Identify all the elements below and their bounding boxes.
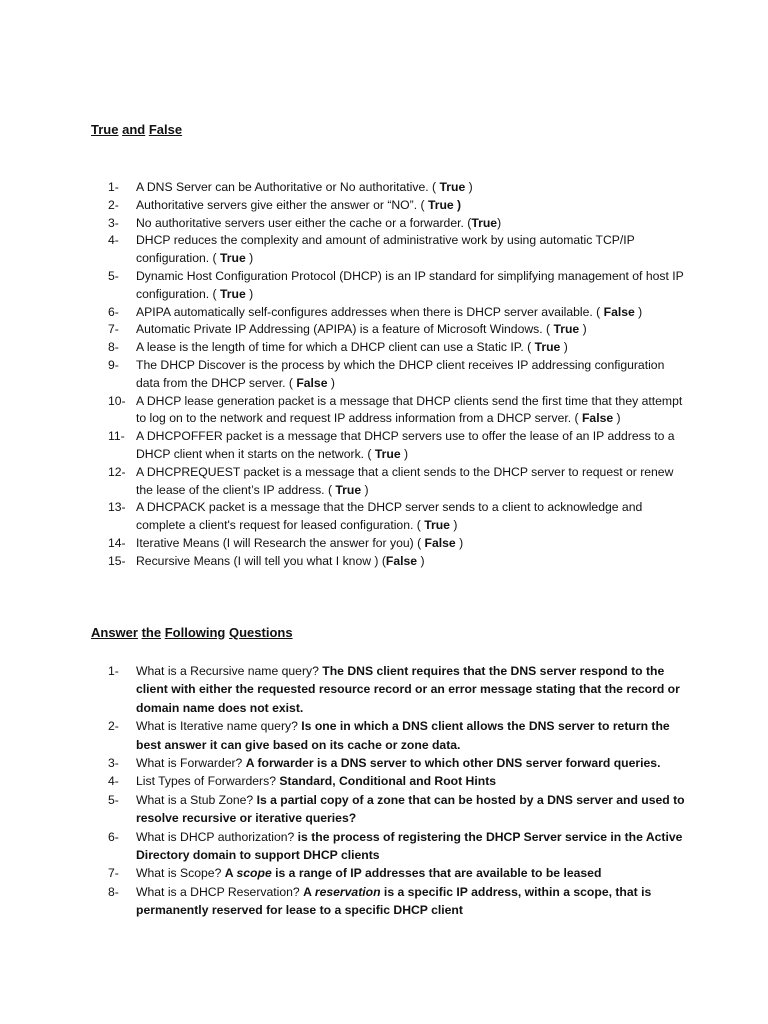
statement-text: A DHCPOFFER packet is a message that DHCP servers use to offer the lease of an IP address to a DHCP client when it starts on the network. ( [136, 429, 675, 461]
answer-text: Is a partial copy of a zone that can be hosted by a DNS server and used to resolve recursive or iterative queries? [136, 792, 685, 826]
item-number: 8- [108, 340, 119, 355]
section-heading-true-false [91, 122, 182, 138]
section-heading-answer-questions [91, 625, 293, 641]
item-number: 3- [108, 756, 119, 771]
item-number: 15- [108, 553, 126, 568]
list-item [108, 535, 688, 553]
statement-close: ) [245, 251, 254, 266]
item-number: 12- [108, 464, 126, 479]
list-item [108, 883, 688, 920]
answer-text: Standard, Conditional and Root Hints [279, 774, 497, 789]
statement-close: ) [327, 375, 335, 390]
answer-value: True [534, 340, 561, 355]
list-item [108, 754, 688, 772]
list-item [108, 304, 688, 322]
answer-value: False [385, 553, 418, 568]
answer-value: False [424, 535, 456, 550]
statement-text: APIPA automatically self-configures addresses when there is DHCP server available. ( [136, 304, 604, 319]
heading-word: Following [164, 625, 226, 640]
list-item [108, 428, 688, 464]
question-text: What is a DHCP Reservation? [136, 884, 304, 899]
statement-close: ) [613, 411, 621, 426]
item-number: 1- [108, 180, 119, 194]
question-text: List Types of Forwarders? [136, 774, 280, 789]
statement-close: ) [400, 446, 409, 461]
heading-word: the [141, 625, 162, 640]
item-number: 9- [108, 357, 119, 372]
item-number: 13- [108, 500, 126, 515]
list-item [108, 499, 688, 535]
list-item [108, 464, 688, 500]
question-text: What is a Stub Zone? [136, 792, 257, 807]
answer-value: True [220, 251, 246, 266]
heading-word: Answer [91, 625, 138, 640]
statement-close: ) [245, 286, 254, 301]
statement-close: ) [465, 180, 473, 194]
answer-value: True [553, 322, 580, 337]
list-item [108, 393, 688, 429]
statement-text: No authoritative servers user either the cache or a forwarder. ( [136, 215, 472, 230]
item-number: 5- [108, 792, 119, 807]
answer-value: False [603, 304, 635, 319]
statement-text: The DHCP Discover is the process by which the DHCP client receives IP addressing configuration data from the DHCP server. ( [136, 357, 665, 390]
answer-text: A [224, 866, 237, 881]
statement-text: Authoritative servers give either the answer or “NO”. ( [136, 197, 428, 212]
statement-text: A lease is the length of time for which a DHCP client can use a Static IP. ( [136, 340, 535, 355]
heading-word: False [148, 122, 183, 137]
answer-text: A forwarder is a DNS server to which other DNS server forward queries. [245, 756, 661, 771]
list-item [108, 268, 688, 304]
answer-value: True [220, 286, 246, 301]
statement-text: Automatic Private IP Addressing (APIPA) is a feature of Microsoft Windows. ( [136, 322, 554, 337]
statement-close: ) [417, 553, 425, 568]
question-text: What is a Recursive name query? [136, 664, 323, 678]
statement-text: Dynamic Host Configuration Protocol (DHCP) is an IP standard for simplifying management of host IP configuration. ( [136, 268, 684, 301]
answer-text-continued: is a specific IP address, within a scope, that is permanently reserved for lease to a specific DHCP client [136, 884, 652, 918]
statement-close: ) [497, 215, 502, 230]
statement-text: A DHCPACK packet is a message that the DHCP server sends to a client to acknowledge and complete a client's request for leased configuration. ( [136, 500, 643, 533]
question-text: What is DHCP authorization? [136, 829, 298, 844]
answer-text-continued: is a range of IP addresses that are available to be leased [271, 866, 602, 881]
heading-word: Questions [229, 625, 293, 640]
item-number: 14- [108, 535, 126, 550]
answer-value: False [296, 375, 328, 390]
statement-close: ) [455, 535, 464, 550]
list-item [108, 553, 688, 571]
answer-value: True [424, 518, 450, 533]
list-item [108, 321, 688, 339]
statement-close: ) [449, 518, 458, 533]
statement-text: Iterative Means (I will Research the answer for you) ( [136, 535, 425, 550]
answer-emphasis: scope [236, 866, 272, 881]
answer-value: True [439, 180, 466, 194]
statement-close: ) [634, 304, 643, 319]
list-item [108, 791, 688, 828]
list-item [108, 179, 688, 197]
true-false-list [108, 179, 688, 571]
list-item [108, 662, 688, 717]
question-text: What is Iterative name query? [136, 719, 302, 734]
item-number: 10- [108, 393, 126, 408]
answer-text: The DNS client requires that the DNS server respond to the client with either the requested resource record or an error message stating that the record or domain name does not exist. [136, 664, 680, 715]
list-item [108, 828, 688, 865]
list-item [108, 717, 688, 754]
question-text: What is Scope? [136, 866, 225, 881]
statement-text: A DHCP lease generation packet is a message that DHCP clients send the first time that they attempt to log on to the network and request IP address information from a DHCP server. ( [136, 393, 683, 426]
question-text: What is Forwarder? [136, 756, 246, 771]
item-number: 2- [108, 197, 119, 212]
heading-word: True [91, 122, 119, 137]
answer-value: True ) [427, 197, 462, 212]
answer-emphasis: reservation [314, 884, 381, 899]
statement-close: ) [579, 322, 587, 337]
list-item [108, 215, 688, 233]
list-item [108, 772, 688, 790]
item-number: 4- [108, 774, 119, 789]
list-item [108, 339, 688, 357]
answer-value: True [335, 482, 362, 497]
item-number: 2- [108, 719, 119, 734]
answer-text: is the process of registering the DHCP Server service in the Active Directory domain to support DHCP clients [136, 829, 683, 863]
item-number: 7- [108, 322, 119, 337]
item-number: 5- [108, 268, 119, 283]
item-number: 8- [108, 884, 119, 899]
list-item [108, 357, 688, 393]
answer-value: True [374, 446, 401, 461]
statement-close: ) [560, 340, 568, 355]
item-number: 1- [108, 664, 119, 678]
item-number: 6- [108, 829, 119, 844]
list-item [108, 197, 688, 215]
statement-close: ) [361, 482, 369, 497]
statement-text: A DHCPREQUEST packet is a message that a client sends to the DHCP server to request or renew the lease of the client’s IP address. ( [136, 464, 674, 497]
answer-value: True [471, 215, 498, 230]
item-number: 3- [108, 215, 119, 230]
questions-list [108, 662, 688, 920]
item-number: 6- [108, 304, 119, 319]
list-item [108, 864, 688, 882]
statement-text: Recursive Means (I will tell you what I know ) ( [136, 553, 386, 568]
statement-text: DHCP reduces the complexity and amount of administrative work by using automatic TCP/IP configuration. ( [136, 233, 635, 266]
item-number: 4- [108, 233, 119, 248]
statement-text: A DNS Server can be Authoritative or No authoritative. ( [136, 180, 440, 194]
list-item [108, 232, 688, 268]
answer-text: Is one in which a DNS client allows the DNS server to return the best answer it can give based on its cache or zone data. [136, 719, 670, 752]
item-number: 11- [108, 429, 125, 444]
heading-word: and [122, 122, 146, 137]
answer-text: A [303, 884, 315, 899]
answer-value: False [581, 411, 614, 426]
item-number: 7- [108, 866, 119, 881]
